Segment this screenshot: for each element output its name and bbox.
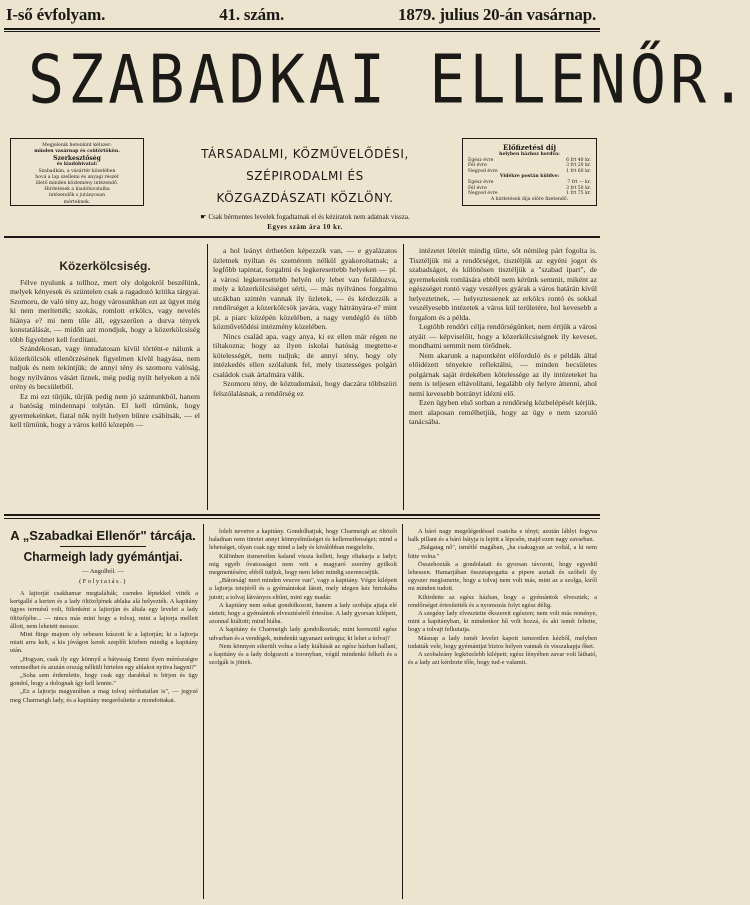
column-divider	[402, 524, 403, 899]
article-heading: Közerkölcsiség.	[59, 259, 151, 273]
story-source: — Angolból. —	[81, 568, 125, 575]
price-period: Egész évre	[468, 157, 494, 163]
price-title: Előfizetési díj	[503, 143, 556, 152]
masthead-bottom-rule	[4, 236, 600, 238]
issue-date: 1879. julius 20-án vasárnap.	[398, 5, 596, 24]
info-line: hová a lap szellemi és anyagi részét	[35, 174, 119, 180]
publication-info-box	[10, 138, 144, 206]
subtitle-line: TÁRSADALMI, KÖZMŰVELŐDÉSI, SZÉPIRODALMI ÉS	[201, 147, 409, 183]
paragraph: Szándékosan, vagy öntudatosan kívül történt-e nálunk a közerkölcsök ellenőrzésének figyelmen kívül hagyása, nem tudjuk és nem tekintjük; de annyi tény és szomoru valóság, hogy nyilvános vásárt űznek, még pedig nyilt helyeken a női erény és becsületből.	[10, 344, 200, 391]
column-divider	[403, 244, 404, 510]
paragraph: a hol leányt érthetően képezzék van, — e gyalázatos üzletnek nyiltan és szemérem nélkül gyakoroltatnak; a legfőbb tapintat, forgalmi és legkeresettebb helyeken — pl. a városi legkeresettebb helyén oly lebet van feláldozva, mely a közerkölcsiséget sérti, — más nyilvános forgalmu utcákban szintén vannak ily üzletek, — és kérdezzük a rendőrséget a közerkölcsök javára, vagy hátrányára-e? mint pl. a piarc középén közelében, a nagy vendéglő és több közművelődési intézmény közelében.	[213, 246, 397, 331]
price-amount: 1 frt 60 kr.	[566, 168, 591, 174]
paragraph: Nem könnyen sikerült volna a lady kiáltását az egész házban hallani, a kapitány és a lady dolgozott a toronyban, végül mindenki felkelt és a szolgák is jöttek.	[209, 642, 397, 667]
paragraph: A kapitány nem sokat gondolkozott, hanem a lady szobája ajtaja elé sietett; hogy a gyémántok elvesztéséről értesítse. A lady gyorsan kilépett, azonnal kiáltott; mind hiába.	[209, 601, 397, 626]
info-line: Szabadkán, a vásártér közelében	[38, 168, 116, 174]
price-period: Fél évre	[468, 185, 487, 191]
editorial-office-heading: Szerkesztőség	[53, 155, 101, 163]
paragraph: Nincs család apa, vagy anya, ki ez ellen már régen ne tiltakozna; hogy az ilyen iskolai hatóság megtette-e kötelességét, nem tudjuk; de annyi tény, hogy oly intézkedés ellen szólalunk fel, mely tisztességes polgári családok csak ártalmára válik.	[213, 331, 397, 379]
paragraph: A szegény lady elvesztette ékszereit egészen; nem volt más reménye, mint a kapitányban, ki mindenkor hű volt hozzá, és aki ismét feltette, hogy a tolvajt felkutatja.	[408, 610, 597, 634]
paragraph: Ez mi ezt tűrjük, tűrjük pedig nem jó szántunkból, hanem a hatóság mindennapi tolytán. El kell tűrnünk, hogy gyermekeinket, fiatal nők nyilt helyen bűnre csábítsák, — el kell tűrnünk, hogy a város kellő közepén —	[10, 391, 200, 429]
info-line: mérteknek.	[63, 199, 91, 205]
article-public-morality	[10, 258, 200, 510]
feuilleton-text-col3	[408, 528, 597, 898]
subtitle	[165, 143, 445, 209]
price-subtitle: helyben házhoz hordva:	[499, 152, 560, 157]
price-amount: 1 frt 75 kr.	[566, 191, 591, 197]
info-line: illető minden közlemény intézendő.	[35, 181, 119, 187]
heading-rule	[60, 546, 146, 547]
paragraph: „Bátorság! mert minden veszve van", vagy a kapitány. Végre kilépett a lajtorja tetejéről és a gyémántokat látott, mely idegen kéz birtokába jutott; a tolvaj látványos eltűnt, mint egy madár.	[209, 577, 397, 601]
article-continued-col3	[409, 246, 597, 510]
info-line: Megjelenik hetenkint kétszer:	[42, 143, 112, 148]
column-divider	[207, 244, 208, 510]
hand-pointer-icon: ☛	[200, 213, 207, 221]
paragraph: Nem akarunk a napontként előforduló és e példák által előidézett tényekre reflektálni, — minden becsületes polgárnak saját érdekében kötelessége az ily intézeteket ha nem is teljesen eltávolítani, legalább oly helyre áttenni, ahol nemi kevesebb botrányt idézni elő.	[409, 350, 597, 398]
feuilleton-rule-thin	[4, 518, 600, 519]
paragraph: „Soha sem érdemlette, hogy csak egy darabkal is birjon és ügy gondol, hogy a dolognak így kell lennie."	[10, 672, 198, 688]
price-period: Negyed évre	[468, 191, 498, 197]
paragraph: Szomoru tény, de köztudomású, hogy daczára többszöri felszólalásnak, a rendőrség ez	[213, 379, 397, 398]
paragraph: A kapitány és Charmeigh lady gondolkoztak; mint keresztül egész udvarban és a vendégek, mindenki ugyanazt suttogta; ki lehet a tolvaj?	[209, 626, 397, 642]
paragraph: Másnap a lady ismét levelet kapott ismeretlen kézből, melyben tudatták vele, hogy gyémántjai biztos helyen vannak és visszakapja őket.	[408, 634, 597, 650]
paragraph: Mint fürge majom oly sebesen kúszott le a lajtorján; ki a lajtorja miatt arra kelt, a kis jóvágon kerek szeplőt közben mindig a kapitány után.	[10, 631, 198, 655]
info-line: Hirdetések a kiadóhivatalba	[44, 187, 110, 193]
price-rows-post	[468, 180, 591, 197]
article-continued-col2	[213, 246, 397, 510]
paragraph: intézetet lételét mindig tűrte, sőt némileg párt fogolta is. Tisztéljük mi a rendőrséget, tisztéljük az egyéni jogot és szabadságot, és különösen tisztéljük a "szabad ipart", de gyermekeink romlására ebből nem kérünk semmit, miként az egészséget rontó vagy veszélyes gyárak a város határán kívül helyeztetnek, — helyeztessenek az erkölcs rontó és sokkal veszélyesebb intézetek a város kül területére, hol kevesebb a forgalom és a példa.	[409, 246, 597, 322]
price-amount: 7 frt — kr.	[567, 179, 591, 185]
issue-number: 41. szám.	[219, 5, 284, 24]
paragraph: Különben iismeretlen kaland vissza kellett, hogy eltakarja a ladyt; mig egyéb óvatosságot nem vett a magyaró szerény gyilkolt megmentésére; ebből tudjuk, hogy nem lehet mindig szerencséjük.	[209, 552, 397, 577]
info-line: és kiadóhivatal:	[56, 162, 98, 168]
header-rule-thin	[4, 31, 600, 32]
paragraph: A báró nagy megelégedéssel csatolta e tényt; azután láblyi fogyva halk pillant és a báró bátyja is lejött a lépcsőn, majd ezen nagy zavarban.	[408, 528, 597, 544]
price-subtitle-post: Vidékre postán küldve:	[499, 174, 560, 180]
paragraph: A szobaleány legközelebb kilépett; egész lényében zavar volt látható, és a lady azt kérdezte tőle, hogy tud-e valamit.	[408, 651, 597, 667]
paragraph: lolelt nevetve a kapitány. Gondolhatjuk, hogy Charmeigh az öltözői haladnan nem türetet annyi könnyelműséget és kellemetlenséget; mind a lehetséget, olyan csak egy mind a lady és kiválóbban megjelelte.	[209, 528, 397, 552]
feuilleton-text-col1	[10, 590, 198, 898]
masthead-title: SZABADKAI ELLENŐR.	[28, 41, 750, 120]
subscription-price-box	[462, 138, 597, 206]
info-line: minden vasárnap és csütörtökön.	[34, 149, 120, 155]
price-amount: 6 frt 40 kr.	[566, 157, 591, 163]
paragraph: Félve nyulunk a tollhoz, mert oly dolgokról beszélünk, melyek kényesek és szüntelen csak a ragadozó kritika tárgyai. Szomoru, de való tény az, hogy városunkban ezt az ügyet még ki nem merítették; szokás, romlott erkölcs, vagy nevelés hiánya e? mi nem tőle áll, egyszerűen a durva tények konstatálását, — midőn azt mondjuk, hogy a közerkölcsiség több figyelmet kell fordítani.	[10, 277, 200, 344]
column-divider	[203, 524, 204, 899]
story-title: Charmeigh lady gyémántjai.	[23, 549, 183, 564]
single-issue-price: Egyes szám ára 10 kr.	[267, 223, 343, 231]
paragraph: Összehozták a gondolatait és gyorsan távozott, hogy egyedül lehessen. Hamarjában összetapogatta a pipere asztalt és szóbeli ily egyszer megismerte, hogy a tolvaj nem volt más, mint az a szolga, kiről mi minden tudott.	[408, 560, 597, 593]
paragraph: „Hogyan, csak ily egy könnyű a bátyuság Emmi ilyen mérészségre vetemedhet és azután ország nélküli hirtelen egy ablakot nyitva hagyni?"	[10, 655, 198, 671]
feuilleton-rule	[4, 514, 600, 516]
subtitle-line: KÖZGAZDÁSZATI KÖZLÖNY.	[216, 191, 394, 205]
paragraph: „Balgatag nő", ismétlé magában, „ha csakugyan az voltál, a ki nem hitte volna."	[408, 544, 597, 560]
paragraph: Legtöbb rendőri célja rendőrségünket, nem értjük a városi atyáit — képviselőit, hogy a közerkölcsiségnek ily keveset, mondhatni semmit nem törődnek.	[409, 322, 597, 350]
story-continuation: (Folytatás.)	[79, 578, 127, 585]
price-footnote: A hirdetések díja előre fizetendő.	[490, 196, 569, 202]
price-amount: 3 frt 20 kr.	[566, 163, 591, 169]
price-period: Fél évre	[468, 163, 487, 169]
feuilleton-heading: A „Szabadkai Ellenőr" tárcája.	[10, 528, 196, 543]
paragraph: Ezen ügyben első sorban a rendőrség közbelépését kérjük, mert alaposan remélhetjük, hogy az ügy e nem szoruló tanácsába.	[409, 398, 597, 426]
notice-line	[150, 212, 460, 223]
header-rule	[4, 28, 600, 30]
paragraph: A lajtorját csakhamar megtalálták; csendes léptekkel vitték a kertgallé a kerten és a lady öltözőjének ablaka alá helyezték. A kapitány ügyes termésű volt, fülenként a lajtorján és általa egy levelet a lady öltözőjébe... — nincs más mint hogy a tolvaj, mint a lajtorja mellett állott, nem lehetett messze.	[10, 590, 198, 630]
price-rows-local	[468, 158, 591, 175]
volume-label: I-ső évfolyam.	[6, 5, 106, 24]
price-period: Negyed évre	[468, 168, 498, 174]
notice-text: Csak bérmentes levelek fogadtatnak el és kéziratok nem adatnak vissza.	[208, 213, 410, 221]
info-line: intézendők s jutányosan	[48, 193, 106, 199]
header-line	[6, 4, 596, 26]
feuilleton-text-col2	[209, 528, 397, 898]
paragraph: „Ez a lajtorja magyarában a mag tolvaj sérthatatlan is", — jegyzé meg Charmeigh lady, és a kapitány megerősítette a mondottakat.	[10, 688, 198, 704]
price-period: Egész évre	[468, 179, 494, 185]
paragraph: Kihirdette az egész házban, hogy a gyémántok elvesztek; a rendőrséget értesítették és a nyomozás folyt egész délig.	[408, 593, 597, 609]
price-amount: 3 frt 50 kr.	[566, 185, 591, 191]
